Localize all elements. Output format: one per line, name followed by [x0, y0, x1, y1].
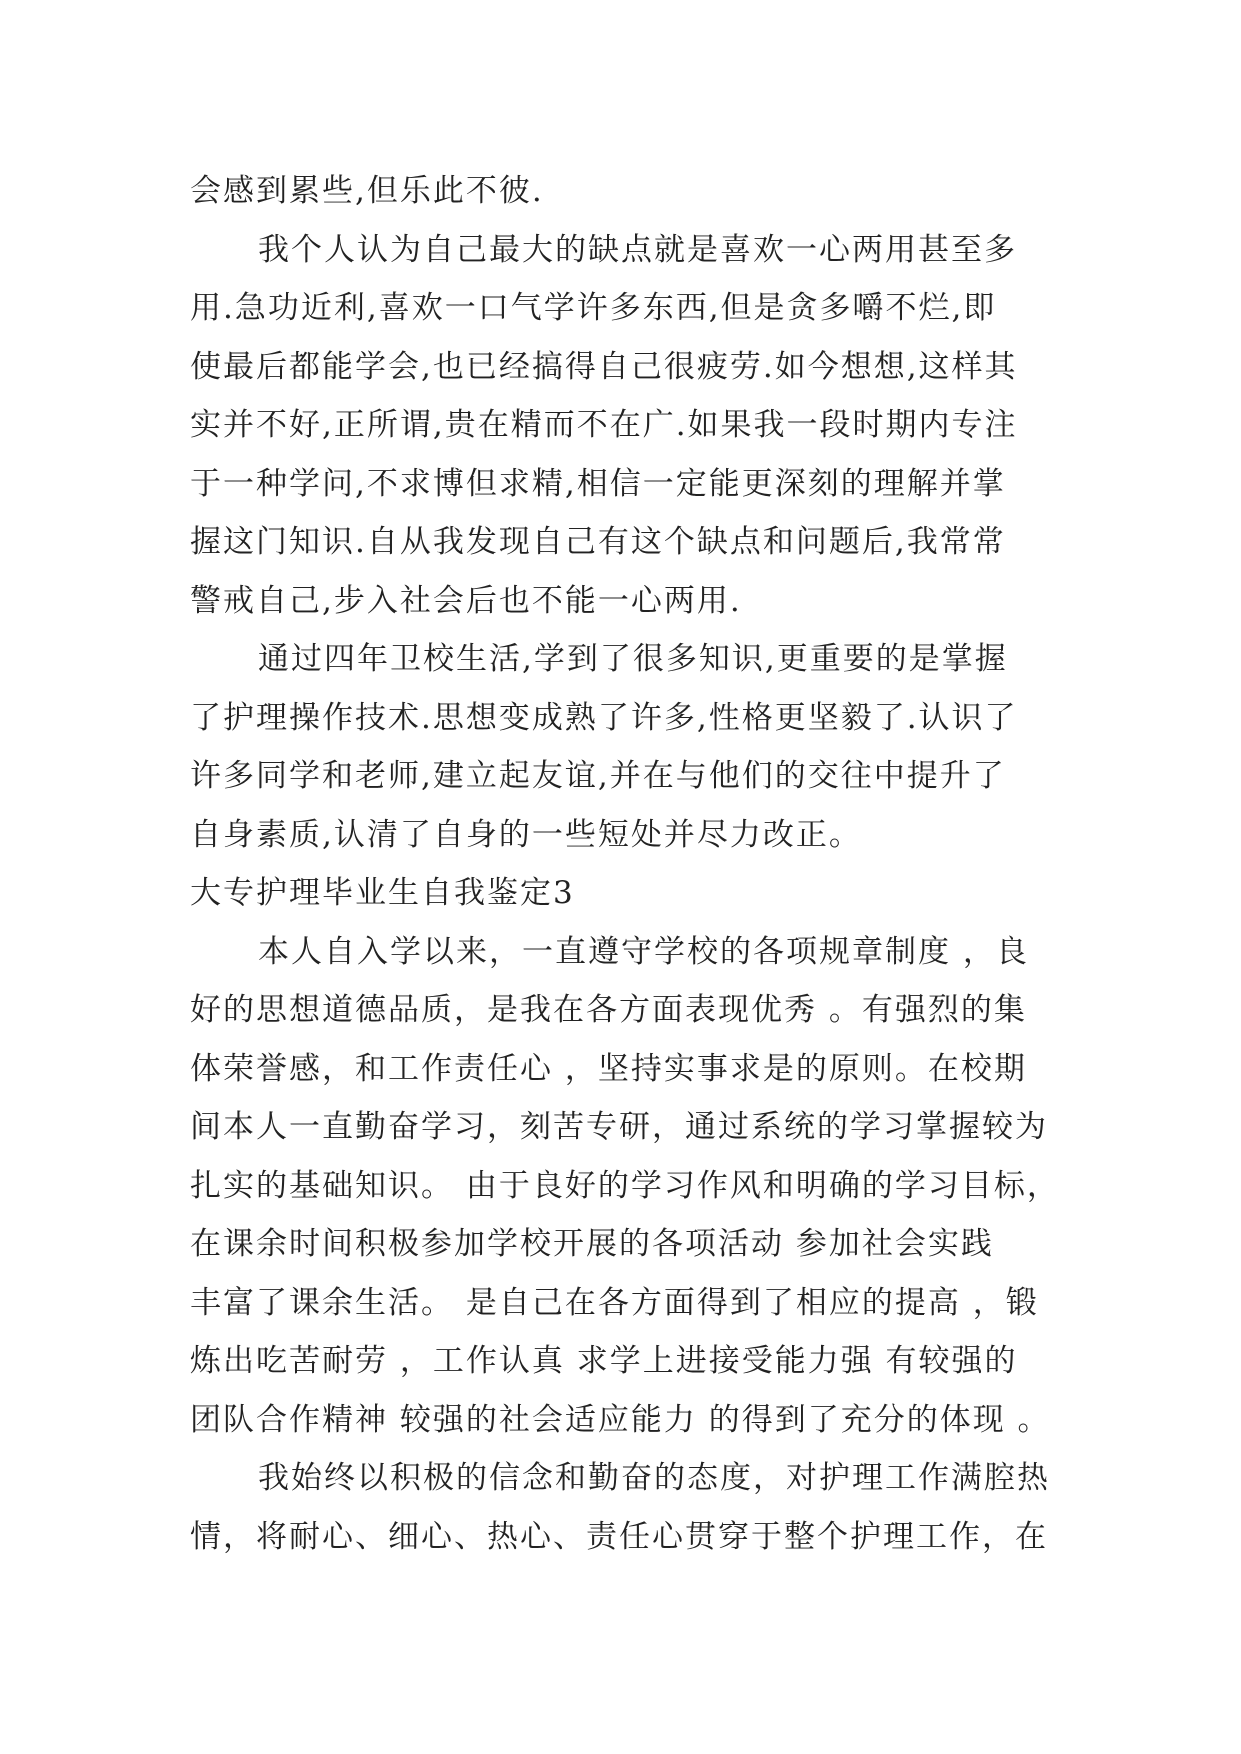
text-line: 扎实的基础知识。 由于良好的学习作风和明确的学习目标， [190, 1167, 1060, 1204]
text-line: 本人自入学以来，一直遵守学校的各项规章制度 ，良 [258, 933, 1029, 970]
text-line: 使最后都能学会,也已经搞得自己很疲劳.如今想想,这样其 [190, 348, 1018, 385]
text-line: 体荣誉感，和工作责任心 ，坚持实事求是的原则。在校期 [190, 1050, 1027, 1087]
text-line: 间本人一直勤奋学习，刻苦专研，通过系统的学习掌握较为 [190, 1109, 1048, 1145]
text-line: 在课余时间积极参加学校开展的各项活动 参加社会实践 [190, 1226, 994, 1262]
text-line: 用.急功近利,喜欢一口气学许多东西,但是贪多嚼不烂,即 [190, 290, 997, 326]
text-line: 好的思想道德品质，是我在各方面表现优秀 。有强烈的集 [190, 992, 1027, 1028]
text-line: 我个人认为自己最大的缺点就是喜欢一心两用甚至多 [258, 231, 1017, 268]
text-line: 了护理操作技术.思想变成熟了许多,性格更坚毅了.认识了 [190, 699, 1018, 736]
text-line: 通过四年卫校生活,学到了很多知识,更重要的是掌握 [258, 641, 1008, 677]
text-line: 许多同学和老师,建立起友谊,并在与他们的交往中提升了 [190, 758, 1006, 794]
text-line: 我始终以积极的信念和勤奋的态度，对护理工作满腔热 [258, 1460, 1050, 1496]
document-body [190, 162, 1060, 1566]
text-line: 自身素质,认清了自身的一些短处并尽力改正。 [190, 816, 862, 853]
text-line: 团队合作精神 较强的社会适应能力 的得到了充分的体现 。 [190, 1401, 1051, 1438]
text-line: 情，将耐心、细心、热心、责任心贯穿于整个护理工作，在 [190, 1518, 1048, 1555]
section-heading: 大专护理毕业生自我鉴定3 [190, 875, 575, 911]
text-line: 会感到累些,但乐此不彼. [190, 173, 544, 209]
text-line: 警戒自己,步入社会后也不能一心两用. [190, 582, 742, 619]
text-line: 实并不好,正所谓,贵在精而不在广.如果我一段时期内专注 [190, 407, 1018, 443]
text-line: 于一种学问,不求博但求精,相信一定能更深刻的理解并掌 [190, 465, 1006, 502]
text-line: 丰富了课余生活。 是自己在各方面得到了相应的提高 ，锻 [190, 1284, 1039, 1321]
text-line: 握这门知识.自从我发现自己有这个缺点和问题后,我常常 [190, 524, 1006, 560]
text-line: 炼出吃苦耐劳 ，工作认真 求学上进接受能力强 有较强的 [190, 1343, 1018, 1379]
